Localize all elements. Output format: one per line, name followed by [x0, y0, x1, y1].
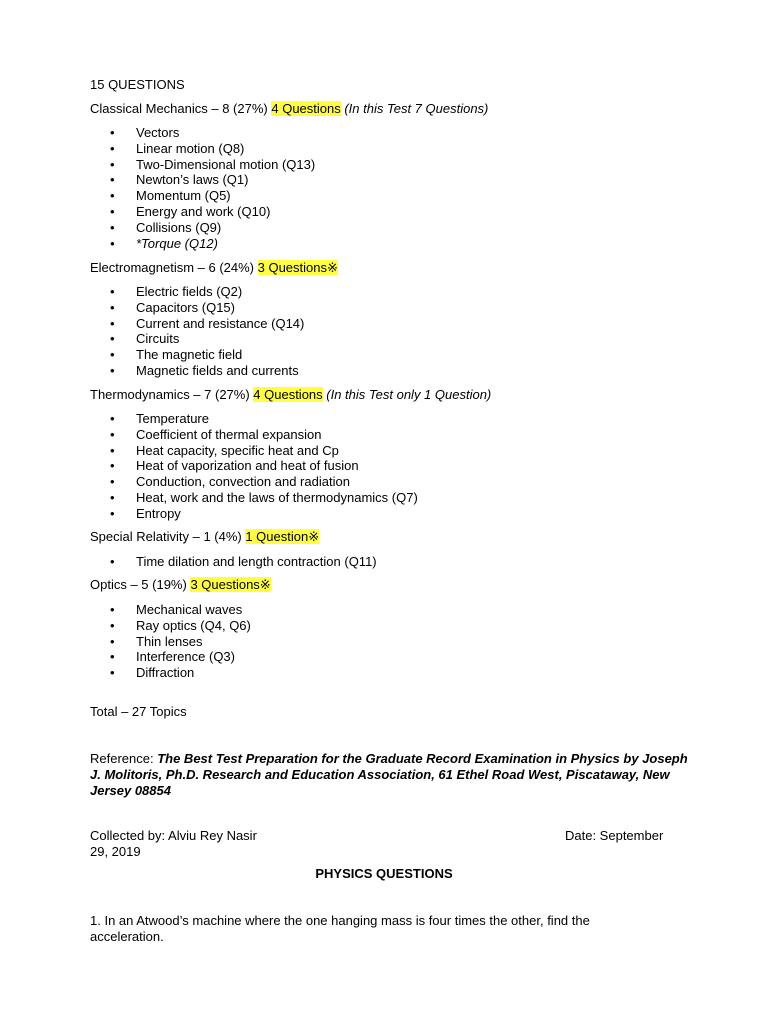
list-item: • Temperature: [110, 411, 418, 427]
list-item: • Collisions (Q9): [110, 220, 315, 236]
list-item: • Newton’s laws (Q1): [110, 172, 315, 188]
question-1: 1. In an Atwood’s machine where the one hanging mass is four times the other, find the acceleration.: [90, 913, 590, 944]
questions-highlight: 3 Questions※: [190, 577, 271, 592]
section-heading-optics: [90, 577, 271, 593]
question-count: 15 QUESTIONS: [90, 77, 185, 92]
list-item: • Circuits: [110, 331, 304, 347]
section-heading-classical-mechanics: [90, 101, 488, 117]
list-item: • Current and resistance (Q14): [110, 316, 304, 332]
section-title: Classical Mechanics – 8 (27%): [90, 101, 272, 116]
list-item: • Capacitors (Q15): [110, 300, 304, 316]
list-item: • Mechanical waves: [110, 602, 251, 618]
collection-date-continued: 29, 2019: [90, 844, 141, 859]
section-title: Special Relativity – 1 (4%): [90, 529, 246, 544]
special-relativity-topic-list: [110, 554, 377, 570]
section-heading-thermodynamics: [90, 387, 491, 403]
list-item: • Conduction, convection and radiation: [110, 474, 418, 490]
questions-highlight: 4 Questions: [271, 101, 341, 116]
list-item: • Heat capacity, specific heat and Cp: [110, 443, 418, 459]
section-title: Thermodynamics – 7 (27%): [90, 387, 254, 402]
list-item: • Entropy: [110, 506, 418, 522]
questions-highlight: 1 Question※: [245, 529, 320, 544]
reference: [90, 751, 690, 799]
total-topics: Total – 27 Topics: [90, 704, 187, 719]
reference-label: Reference:: [90, 751, 158, 766]
section-title: Electromagnetism – 6 (24%): [90, 260, 258, 275]
list-item: • Two-Dimensional motion (Q13): [110, 157, 315, 173]
list-item: • Thin lenses: [110, 634, 251, 650]
section-note: (In this Test 7 Questions): [340, 101, 489, 116]
list-item: • Ray optics (Q4, Q6): [110, 618, 251, 634]
physics-questions-title: PHYSICS QUESTIONS: [315, 866, 453, 881]
list-item: • Time dilation and length contraction (Q11): [110, 554, 377, 570]
section-heading-electromagnetism: [90, 260, 338, 276]
list-item: • Heat, work and the laws of thermodynamics (Q7): [110, 490, 418, 506]
list-item: • Electric fields (Q2): [110, 284, 304, 300]
list-item: • *Torque (Q12): [110, 236, 315, 252]
thermodynamics-topic-list: [110, 411, 418, 522]
section-note: (In this Test only 1 Question): [322, 387, 492, 402]
optics-topic-list: [110, 602, 251, 681]
list-item: • Momentum (Q5): [110, 188, 315, 204]
section-heading-special-relativity: [90, 529, 319, 545]
list-item: • Magnetic fields and currents: [110, 363, 304, 379]
list-item: • Energy and work (Q10): [110, 204, 315, 220]
classical-mechanics-topic-list: [110, 125, 315, 251]
list-item: • Linear motion (Q8): [110, 141, 315, 157]
list-item: • Diffraction: [110, 665, 251, 681]
list-item: • Heat of vaporization and heat of fusion: [110, 458, 418, 474]
reference-text: The Best Test Preparation for the Graduate Record Examination in Physics by Joseph J. Molitoris, Ph.D. Research and Education Association, 61 Ethel Road West, Piscataway, New Jersey 08854: [90, 751, 688, 798]
list-item: • Interference (Q3): [110, 649, 251, 665]
list-item: • The magnetic field: [110, 347, 304, 363]
collected-by: Collected by: Alviu Rey Nasir: [90, 828, 257, 843]
questions-highlight: 4 Questions: [253, 387, 323, 402]
electromagnetism-topic-list: [110, 284, 304, 379]
collection-date: Date: September: [565, 828, 664, 843]
questions-highlight: 3 Questions※: [257, 260, 338, 275]
section-title: Optics – 5 (19%): [90, 577, 191, 592]
list-item: • Coefficient of thermal expansion: [110, 427, 418, 443]
list-item: • Vectors: [110, 125, 315, 141]
